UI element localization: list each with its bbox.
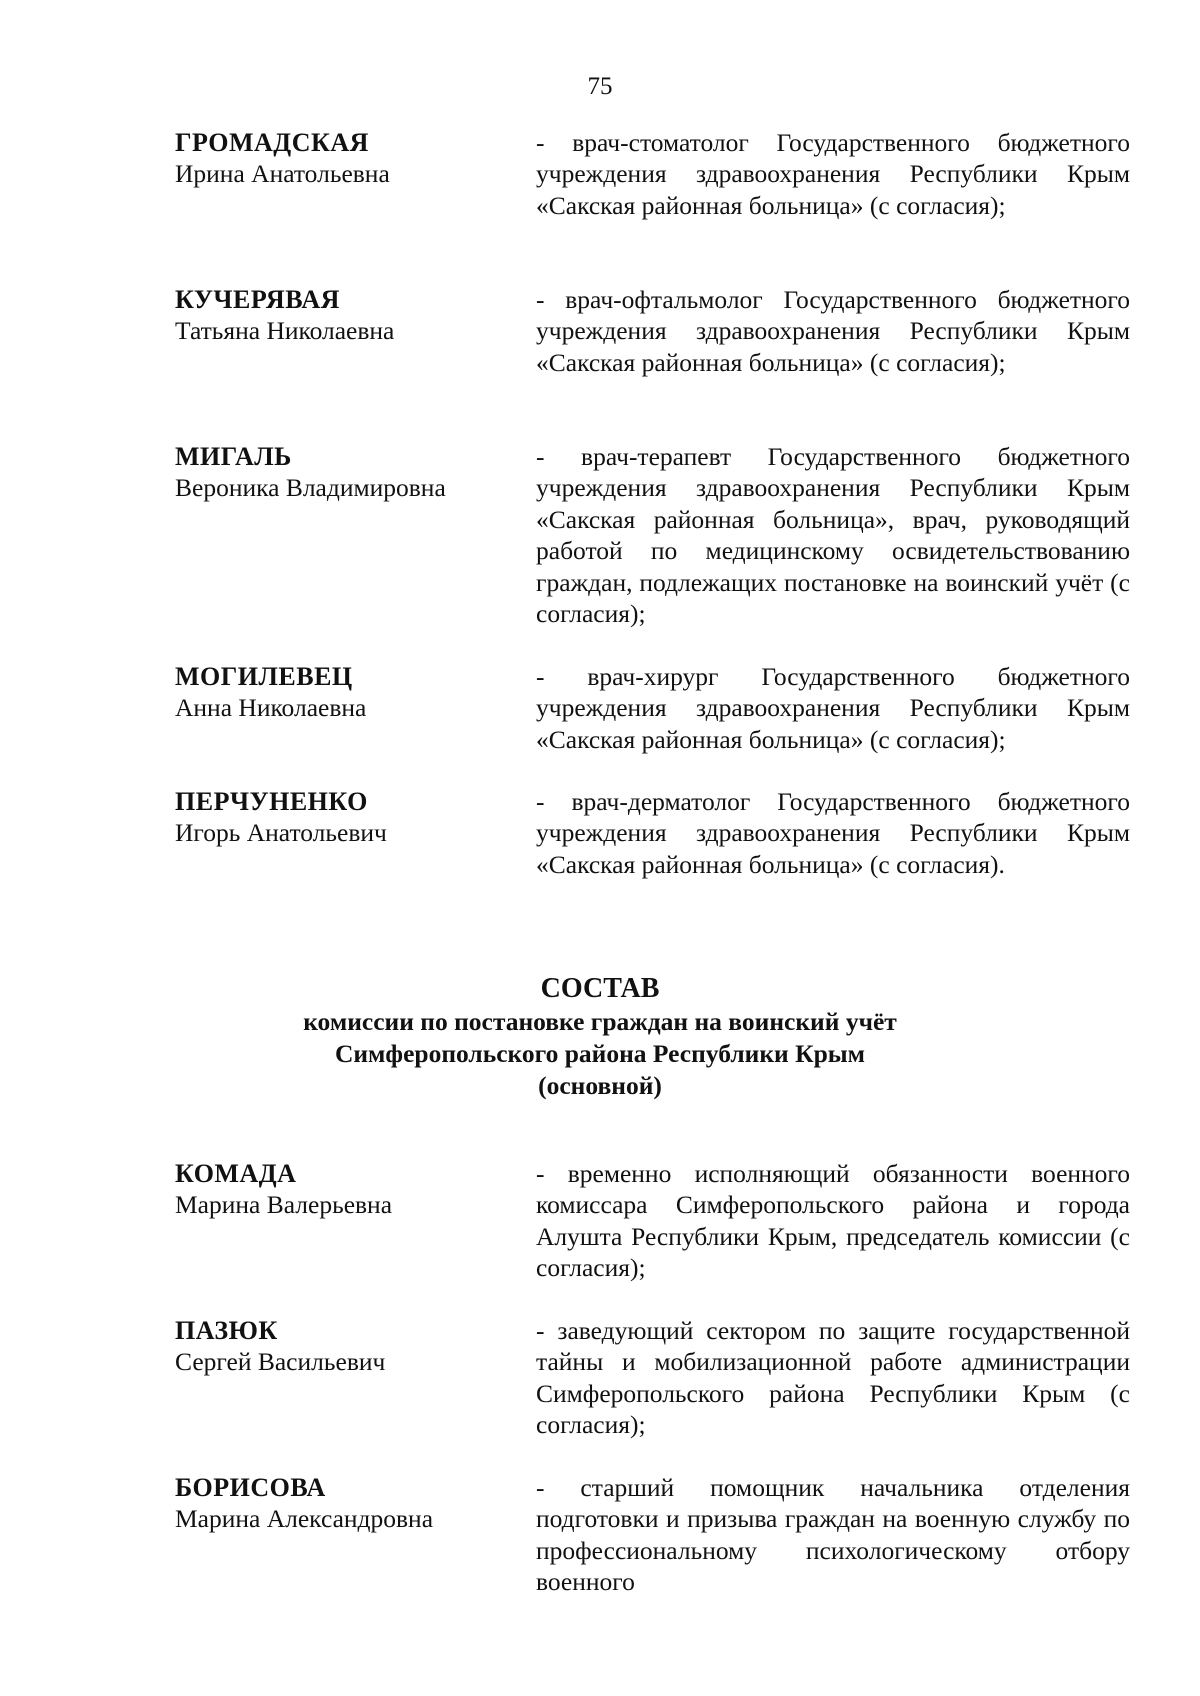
member-name	[175, 661, 515, 723]
member-given-names: Анна Николаевна	[175, 693, 367, 722]
member-given-names: Игорь Анатольевич	[175, 818, 387, 847]
member-name	[175, 1472, 515, 1534]
member-surname: МОГИЛЕВЕЦ	[175, 662, 353, 691]
member-given-names: Марина Александровна	[175, 1504, 434, 1533]
member-name	[175, 127, 515, 189]
member-name	[175, 441, 515, 503]
page-number: 75	[587, 73, 613, 100]
heading-line: комиссии по постановке граждан на воинский учёт	[303, 1007, 897, 1036]
member-role: - врач-офтальмолог Государственного бюджетного учреждения здравоохранения Республики Крым «Сакская районная больница» (с согласия);	[536, 285, 1130, 377]
member-name	[175, 284, 515, 346]
heading-title: СОСТАВ	[540, 973, 660, 1004]
member-surname: ПЕРЧУНЕНКО	[175, 787, 368, 816]
member-role: - старший помощник начальника отделения подготовки и призыва граждан на военную службу по профессиональному психологическому отбору военного	[536, 1473, 1130, 1597]
member-role: - врач-дерматолог Государственного бюджетного учреждения здравоохранения Республики Крым «Сакская районная больница» (с согласия).	[536, 787, 1130, 879]
member-name	[175, 1158, 515, 1220]
member-surname: ПАЗЮК	[175, 1316, 278, 1345]
member-role: - врач-стоматолог Государственного бюджетного учреждения здравоохранения Республики Крым «Сакская районная больница» (с согласия);	[536, 128, 1130, 220]
heading-line: (основной)	[538, 1071, 662, 1100]
member-surname: ГРОМАДСКАЯ	[175, 128, 369, 157]
section-heading	[0, 972, 1200, 1102]
member-given-names: Марина Валерьевна	[175, 1190, 393, 1219]
member-surname: КОМАДА	[175, 1159, 297, 1188]
member-surname: БОРИСОВА	[175, 1473, 326, 1502]
heading-line: Симферопольского района Республики Крым	[334, 1039, 866, 1068]
member-role: - временно исполняющий обязанности военного комиссара Симферопольского района и города Алушта Республики Крым, председатель комиссии (с согласия);	[536, 1159, 1130, 1283]
member-name	[175, 1315, 515, 1377]
member-given-names: Сергей Васильевич	[175, 1347, 386, 1376]
member-role: - врач-терапевт Государственного бюджетного учреждения здравоохранения Республики Крым «Сакская районная больница», врач, руководящий работой по медицинскому освидетельствованию граждан, подлежащих постановке на воинский учёт (с согласия);	[536, 442, 1130, 629]
member-surname: МИГАЛЬ	[175, 442, 292, 471]
member-role: - заведующий сектором по защите государственной тайны и мобилизационной работе администрации Симферопольского района Республики Крым (с согласия);	[536, 1316, 1130, 1440]
member-given-names: Татьяна Николаевна	[175, 316, 395, 345]
member-name	[175, 786, 515, 848]
member-given-names: Ирина Анатольевна	[175, 159, 390, 188]
member-given-names: Вероника Владимировна	[175, 473, 446, 502]
member-role: - врач-хирург Государственного бюджетного учреждения здравоохранения Республики Крым «Сакская районная больница» (с согласия);	[536, 662, 1130, 754]
member-surname: КУЧЕРЯВАЯ	[175, 285, 340, 314]
